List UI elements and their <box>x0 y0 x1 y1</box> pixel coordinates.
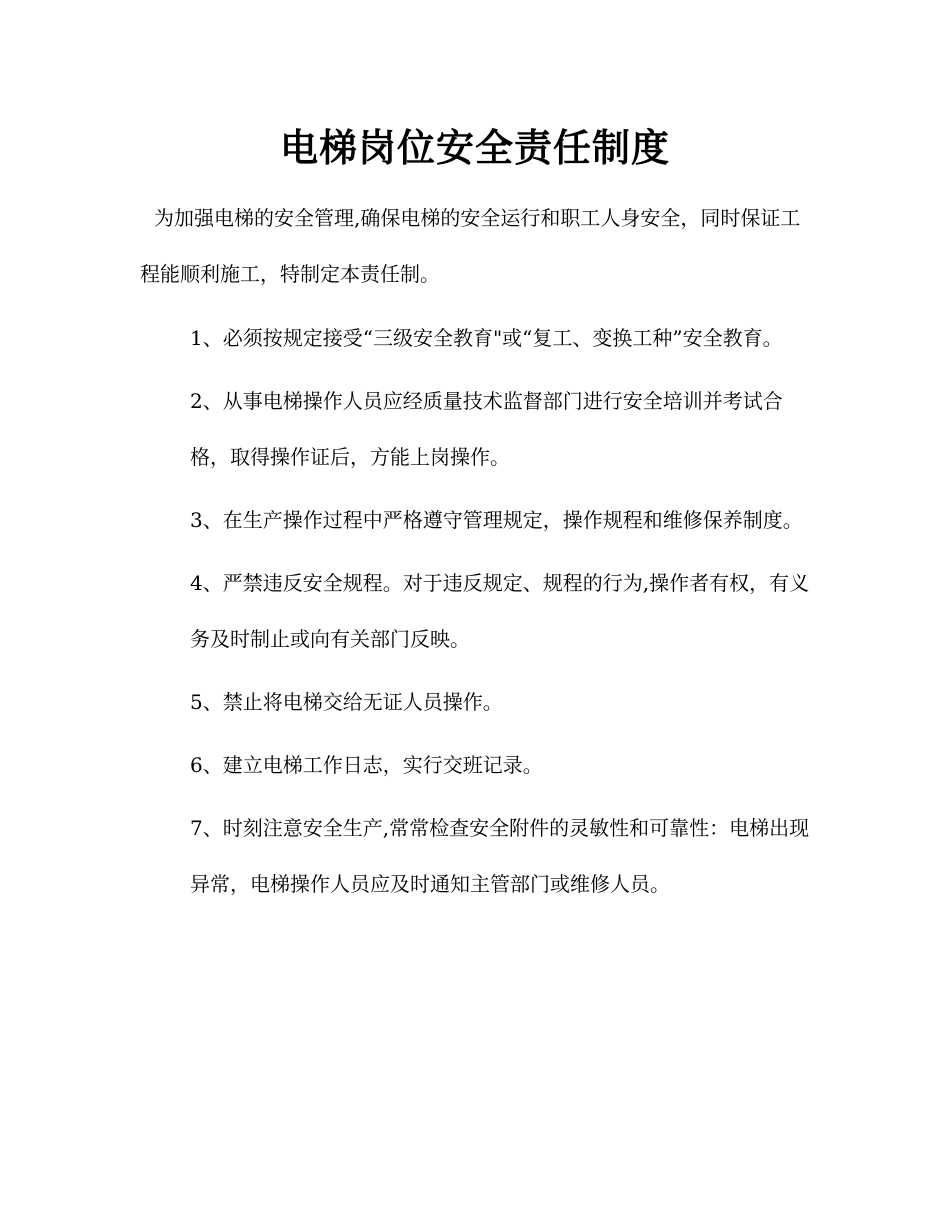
rule-item-1: 1、必须按规定接受“三级安全教育"或“复工、变换工种”安全教育。 <box>190 326 783 350</box>
rule-item-7: 7、时刻注意安全生产,常常检查安全附件的灵敏性和可靠性：电梯出现异常，电梯操作人员应及时通知主管部门或维修人员。 <box>190 816 810 896</box>
rule-item-2: 2、从事电梯操作人员应经质量技术监督部门进行安全培训并考试合格，取得操作证后，方能上岗操作。 <box>190 389 783 469</box>
rule-item-3: 3、在生产操作过程中严格遵守管理规定，操作规程和维修保养制度。 <box>190 508 803 532</box>
rules-list <box>190 310 820 919</box>
intro-paragraph: 为加强电梯的安全管理,确保电梯的安全运行和职工人身安全，同时保证工程能顺利施工，特制定本责任制。 <box>140 206 801 286</box>
rule-item-5: 5、禁止将电梯交给无证人员操作。 <box>190 690 503 714</box>
rule-item-4: 4、严禁违反安全规程。对于违反规定、规程的行为,操作者有权，有义务及时制止或向有关部门反映。 <box>190 571 810 651</box>
rule-item-6: 6、建立电梯工作日志，实行交班记录。 <box>190 753 543 777</box>
document-title: 电梯岗位安全责任制度 <box>279 125 670 170</box>
